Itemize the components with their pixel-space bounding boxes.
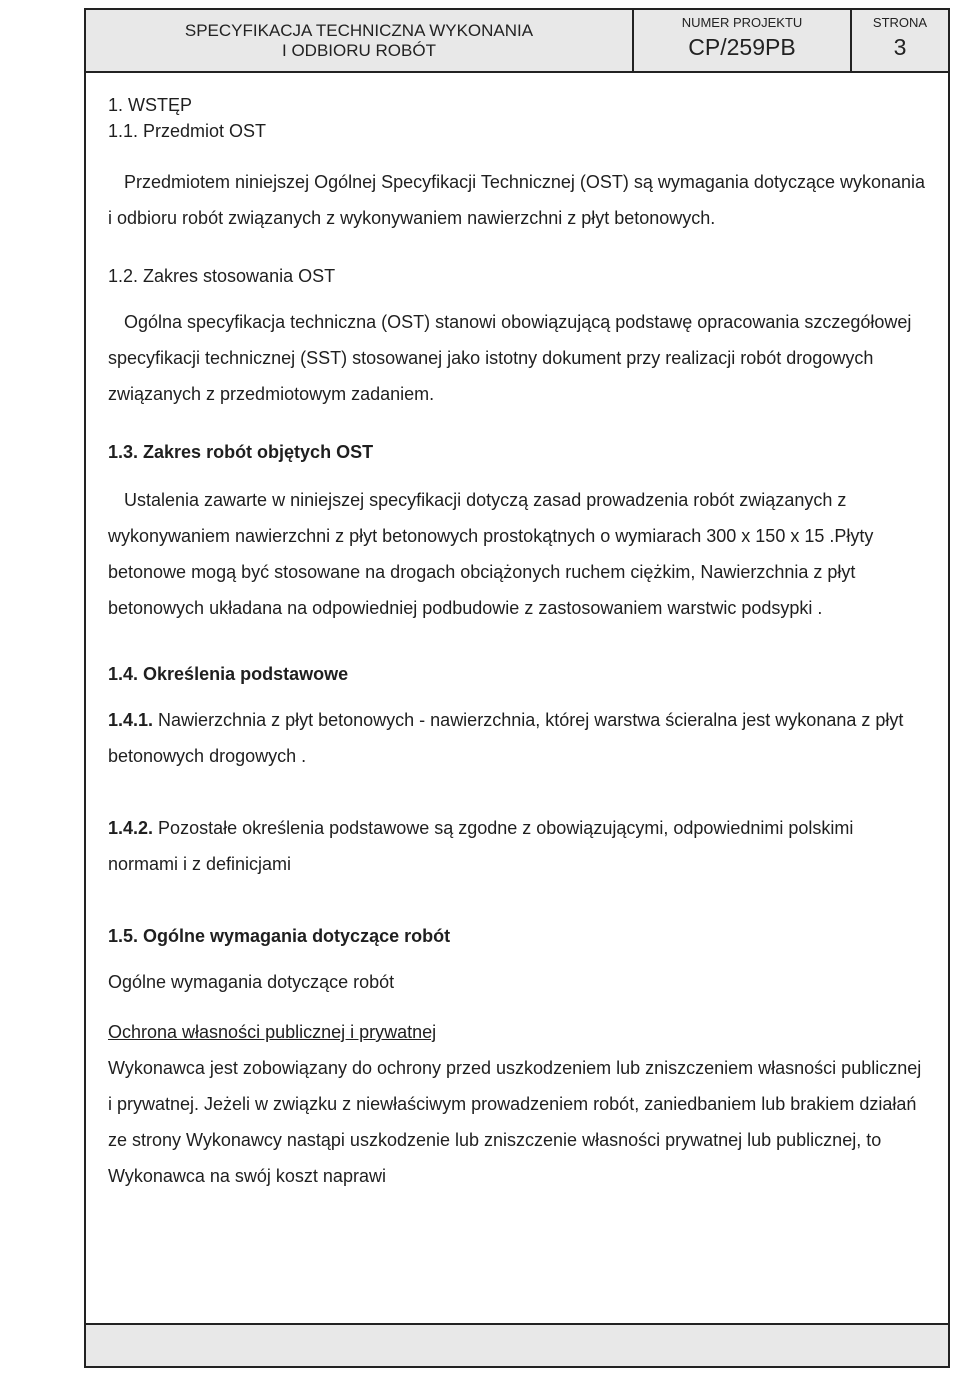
project-number: CP/259PB xyxy=(688,34,796,60)
section-1-heading: 1. WSTĘP xyxy=(108,95,193,115)
header-title-line1: SPECYFIKACJA TECHNICZNA WYKONANIA xyxy=(184,21,534,40)
header-title-cell xyxy=(86,10,634,71)
section-1-4-1-text: Nawierzchnia z płyt betonowych - nawierzchnia, której warstwa ścieralna jest wykonana z płyt betonowych drogowych . xyxy=(108,710,904,766)
section-1-5-subheading: Ochrona własności publicznej i prywatnej xyxy=(108,1022,437,1042)
section-1-2-text: Ogólna specyfikacja techniczna (OST) stanowi obowiązującą podstawę opracowania szczegółowej specyfikacji technicznej (SST) stosowanej jako istotny dokument przy realizacji robót drogowych związanych z przedmiotowym zadaniem. xyxy=(108,312,912,404)
section-1-3-heading: 1.3. Zakres robót objętych OST xyxy=(108,442,374,462)
section-1-4-2 xyxy=(108,810,928,882)
section-1-5-subtext: Wykonawca jest zobowiązany do ochrony przed uszkodzeniem lub zniszczeniem własności publicznej i prywatnej. Jeżeli w związku z niewłaściwym prowadzeniem robót, zaniedbaniem lub brakiem działań ze strony Wykonawcy nastąpi uszkodzenie lub zniszczenie własności prywatnej lub publicznej, to Wykonawca na swój koszt naprawi xyxy=(108,1058,922,1186)
page-number: 3 xyxy=(893,34,907,60)
document-header xyxy=(86,10,948,73)
section-1-4-heading: 1.4. Określenia podstawowe xyxy=(108,664,349,684)
section-1-4-1 xyxy=(108,702,928,774)
section-1-5-heading: 1.5. Ogólne wymagania dotyczące robót xyxy=(108,926,451,946)
project-label: NUMER PROJEKTU xyxy=(681,15,803,30)
section-1-4-1-number: 1.4.1. xyxy=(108,710,154,730)
document-footer xyxy=(86,1323,948,1366)
document-body xyxy=(108,92,928,1194)
section-1-1-text: Przedmiotem niniejszej Ogólnej Specyfikacji Technicznej (OST) są wymagania dotyczące wykonania i odbioru robót związanych z wykonywaniem nawierzchni z płyt betonowych. xyxy=(108,172,926,228)
header-page-cell xyxy=(852,10,948,71)
page-label: STRONA xyxy=(872,15,928,30)
section-1-1-heading: 1.1. Przedmiot OST xyxy=(108,121,267,141)
header-project-cell xyxy=(634,10,852,71)
section-1-2-heading: 1.2. Zakres stosowania OST xyxy=(108,266,336,286)
header-title-line2: I ODBIORU ROBÓT xyxy=(282,41,436,60)
section-1-5-text: Ogólne wymagania dotyczące robót xyxy=(108,972,395,992)
section-1-3-text: Ustalenia zawarte w niniejszej specyfikacji dotyczą zasad prowadzenia robót związanych z wykonywaniem nawierzchni z płyt betonowych prostokątnych o wymiarach 300 x 150 x 15 .Płyty betonowe mogą być stosowane na drogach obciążonych ruchem ciężkim, Nawierzchnia z płyt betonowych układana na odpowiedniej podbudowie z zastosowaniem warstwic podsypki . xyxy=(108,490,874,618)
section-1-4-2-number: 1.4.2. xyxy=(108,818,154,838)
section-1-4-2-text: Pozostałe określenia podstawowe są zgodne z obowiązującymi, odpowiednimi polskimi normami i z definicjami xyxy=(108,818,854,874)
